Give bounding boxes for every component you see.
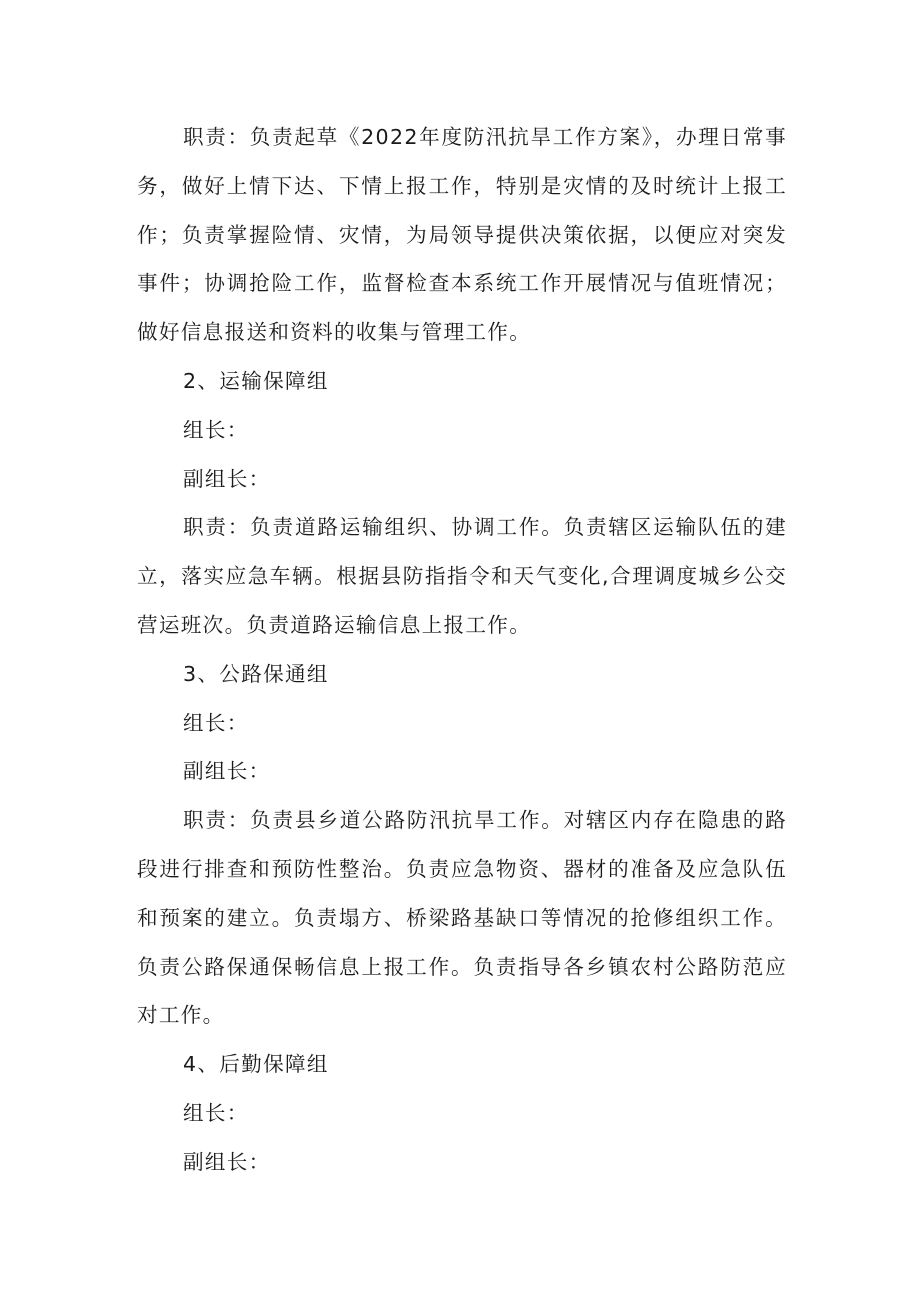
transport-group-leader: 组长：: [183, 417, 249, 442]
paragraph-duties-office: 职责：负责起草《2022年度防汛抗旱工作方案》，办理日常事务，做好上情下达、下情上报工作，特别是灾情的及时统计上报工作；负责掌握险情、灾情，为局领导提供决策依据，以便应对突发事件；协调抢险工作，监督检查本系统工作开展情况与值班情况；做好信息报送和资料的收集与管理工作。: [137, 125, 787, 345]
highway-group-leader: 组长：: [183, 710, 249, 735]
highway-group-deputy-leader: 副组长：: [183, 759, 271, 784]
heading-highway-group: 3、公路保通组: [183, 661, 329, 686]
logistics-group-leader: 组长：: [183, 1100, 249, 1125]
logistics-group-deputy-leader: 副组长：: [183, 1149, 271, 1174]
paragraph-duties-transport: 职责：负责道路运输组织、协调工作。负责辖区运输队伍的建立，落实应急车辆。根据县防指指令和天气变化,合理调度城乡公交营运班次。负责道路运输信息上报工作。: [137, 515, 787, 637]
transport-group-deputy-leader: 副组长：: [183, 466, 271, 491]
document-page: [137, 113, 787, 1187]
heading-transport-group: 2、运输保障组: [183, 368, 329, 393]
heading-logistics-group: 4、后勤保障组: [183, 1052, 329, 1077]
paragraph-duties-highway: 职责：负责县乡道公路防汛抗旱工作。对辖区内存在隐患的路段进行排查和预防性整治。负责应急物资、器材的准备及应急队伍和预案的建立。负责塌方、桥梁路基缺口等情况的抢修组织工作。负责公路保通保畅信息上报工作。负责指导各乡镇农村公路防范应对工作。: [137, 808, 787, 1028]
